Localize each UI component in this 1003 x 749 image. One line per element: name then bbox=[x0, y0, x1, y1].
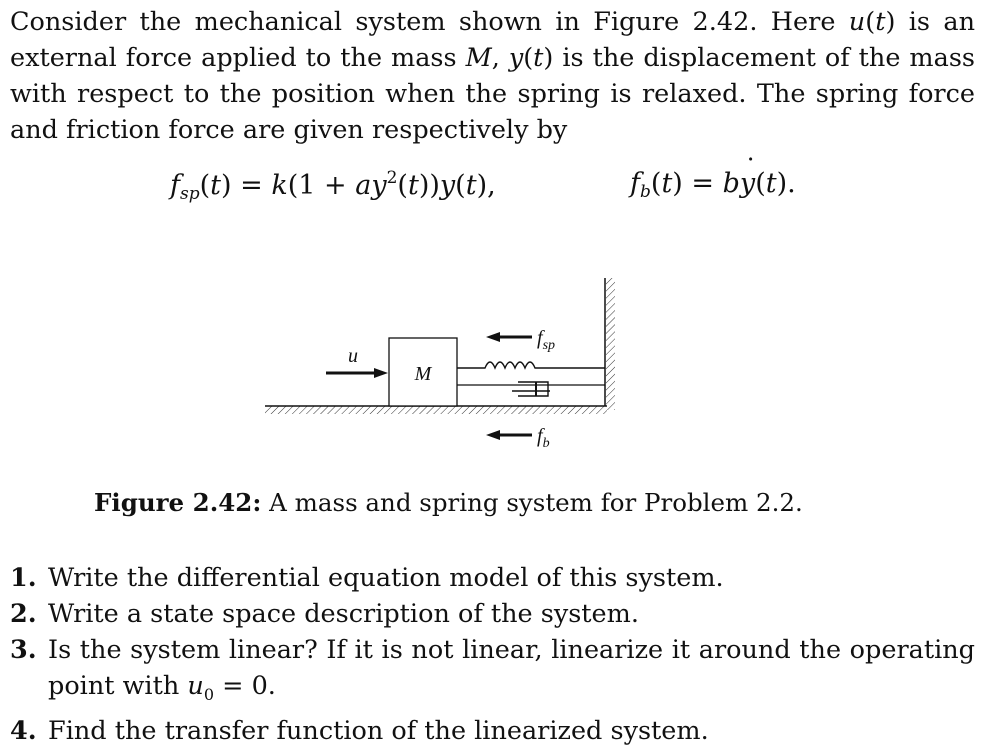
question-item bbox=[10, 632, 975, 713]
question-number: 3. bbox=[10, 635, 37, 665]
var-t: t bbox=[875, 7, 886, 37]
var-t: t bbox=[533, 43, 544, 73]
question-item bbox=[10, 560, 975, 596]
ground-hatch bbox=[265, 406, 607, 414]
eq-text: ( bbox=[199, 170, 211, 201]
force-u-arrowhead bbox=[374, 368, 388, 378]
spring-force-equation bbox=[170, 168, 496, 204]
question-text: point with bbox=[48, 671, 188, 701]
question-text: Write the differential equation model of this system. bbox=[48, 563, 724, 593]
eq-symbol: ay bbox=[355, 170, 387, 201]
eq-symbol-ydot: ˙ y bbox=[740, 168, 755, 199]
intro-line-1 bbox=[10, 4, 975, 40]
mass-spring-figure bbox=[250, 272, 630, 452]
var-u: u bbox=[848, 7, 866, 37]
caption-text: A mass and spring system for Problem 2.2. bbox=[261, 488, 803, 517]
eq-symbol: y bbox=[439, 170, 456, 201]
intro-text: ) is an bbox=[885, 7, 975, 37]
eq-symbol: t bbox=[661, 168, 673, 199]
question-number: 1. bbox=[10, 563, 37, 593]
caption-label: Figure 2.42: bbox=[94, 488, 262, 517]
eq-text: (1 + bbox=[287, 170, 356, 201]
spring-force-arrowhead bbox=[486, 332, 500, 342]
spring-force-subscript: sp bbox=[542, 338, 556, 353]
eq-text: ) = bbox=[672, 168, 723, 199]
intro-line-4: and friction force are given respectively by bbox=[10, 115, 568, 145]
spring-force-symbol: f bbox=[537, 327, 543, 349]
eq-text: ( bbox=[397, 170, 408, 201]
eq-text: ), bbox=[476, 170, 496, 201]
friction-force-label bbox=[537, 425, 550, 451]
intro-text: external force applied to the mass bbox=[10, 43, 466, 73]
question-list bbox=[10, 560, 975, 749]
question-number: 2. bbox=[10, 599, 37, 629]
friction-force-equation bbox=[630, 168, 796, 202]
spring bbox=[457, 362, 605, 368]
var-M: M bbox=[465, 43, 492, 73]
problem-intro bbox=[10, 4, 975, 148]
damper-cylinder bbox=[518, 382, 548, 396]
eq-text: ( bbox=[755, 168, 766, 199]
friction-force-arrowhead bbox=[486, 430, 500, 440]
question-continuation bbox=[48, 671, 276, 705]
eq-symbol: k bbox=[271, 170, 288, 201]
var-u0-subscript: 0 bbox=[203, 685, 214, 705]
var-u0: u bbox=[187, 671, 204, 701]
intro-line-3: with respect to the position when the spring is relaxed. The spring force bbox=[10, 79, 975, 109]
eq-symbol: t bbox=[407, 170, 419, 201]
eq-superscript: 2 bbox=[386, 168, 398, 188]
question-item bbox=[10, 596, 975, 632]
eq-symbol: t bbox=[765, 168, 777, 199]
paren: ( bbox=[865, 7, 876, 37]
eq-subscript: sp bbox=[180, 184, 200, 204]
intro-text: ) is the displacement of the mass bbox=[543, 43, 975, 73]
eq-subscript: b bbox=[640, 182, 651, 202]
question-text: = 0. bbox=[214, 671, 276, 701]
question-item bbox=[10, 713, 975, 749]
eq-symbol: t bbox=[210, 170, 222, 201]
mass-label: M bbox=[414, 363, 432, 385]
eq-symbol: b bbox=[722, 168, 740, 199]
eq-text: )) bbox=[418, 170, 440, 201]
friction-force-subscript: b bbox=[542, 436, 550, 451]
question-text: Is the system linear? If it is not linear, linearize it around the operating bbox=[48, 635, 975, 665]
eq-text: ). bbox=[776, 168, 796, 199]
spring-force-label bbox=[537, 327, 555, 353]
figure-caption bbox=[94, 488, 803, 517]
comma: , bbox=[491, 43, 509, 73]
eq-symbol: f bbox=[170, 170, 180, 201]
question-text: Write a state space description of the system. bbox=[48, 599, 639, 629]
eq-text: ( bbox=[650, 168, 662, 199]
wall-hatch bbox=[606, 278, 615, 410]
friction-force-symbol: f bbox=[537, 425, 543, 447]
question-number: 4. bbox=[10, 716, 37, 747]
eq-text: ) = bbox=[221, 170, 272, 201]
eq-text: ( bbox=[455, 170, 466, 201]
force-u-label: u bbox=[348, 345, 358, 367]
intro-line-2 bbox=[10, 40, 975, 76]
eq-symbol: t bbox=[465, 170, 477, 201]
intro-text: Consider the mechanical system shown in Figure 2.42. Here bbox=[10, 7, 849, 37]
question-text: Find the transfer function of the linearized system. bbox=[48, 716, 709, 747]
var-y: y bbox=[508, 43, 524, 73]
paren: ( bbox=[523, 43, 534, 73]
eq-symbol: f bbox=[630, 168, 640, 199]
